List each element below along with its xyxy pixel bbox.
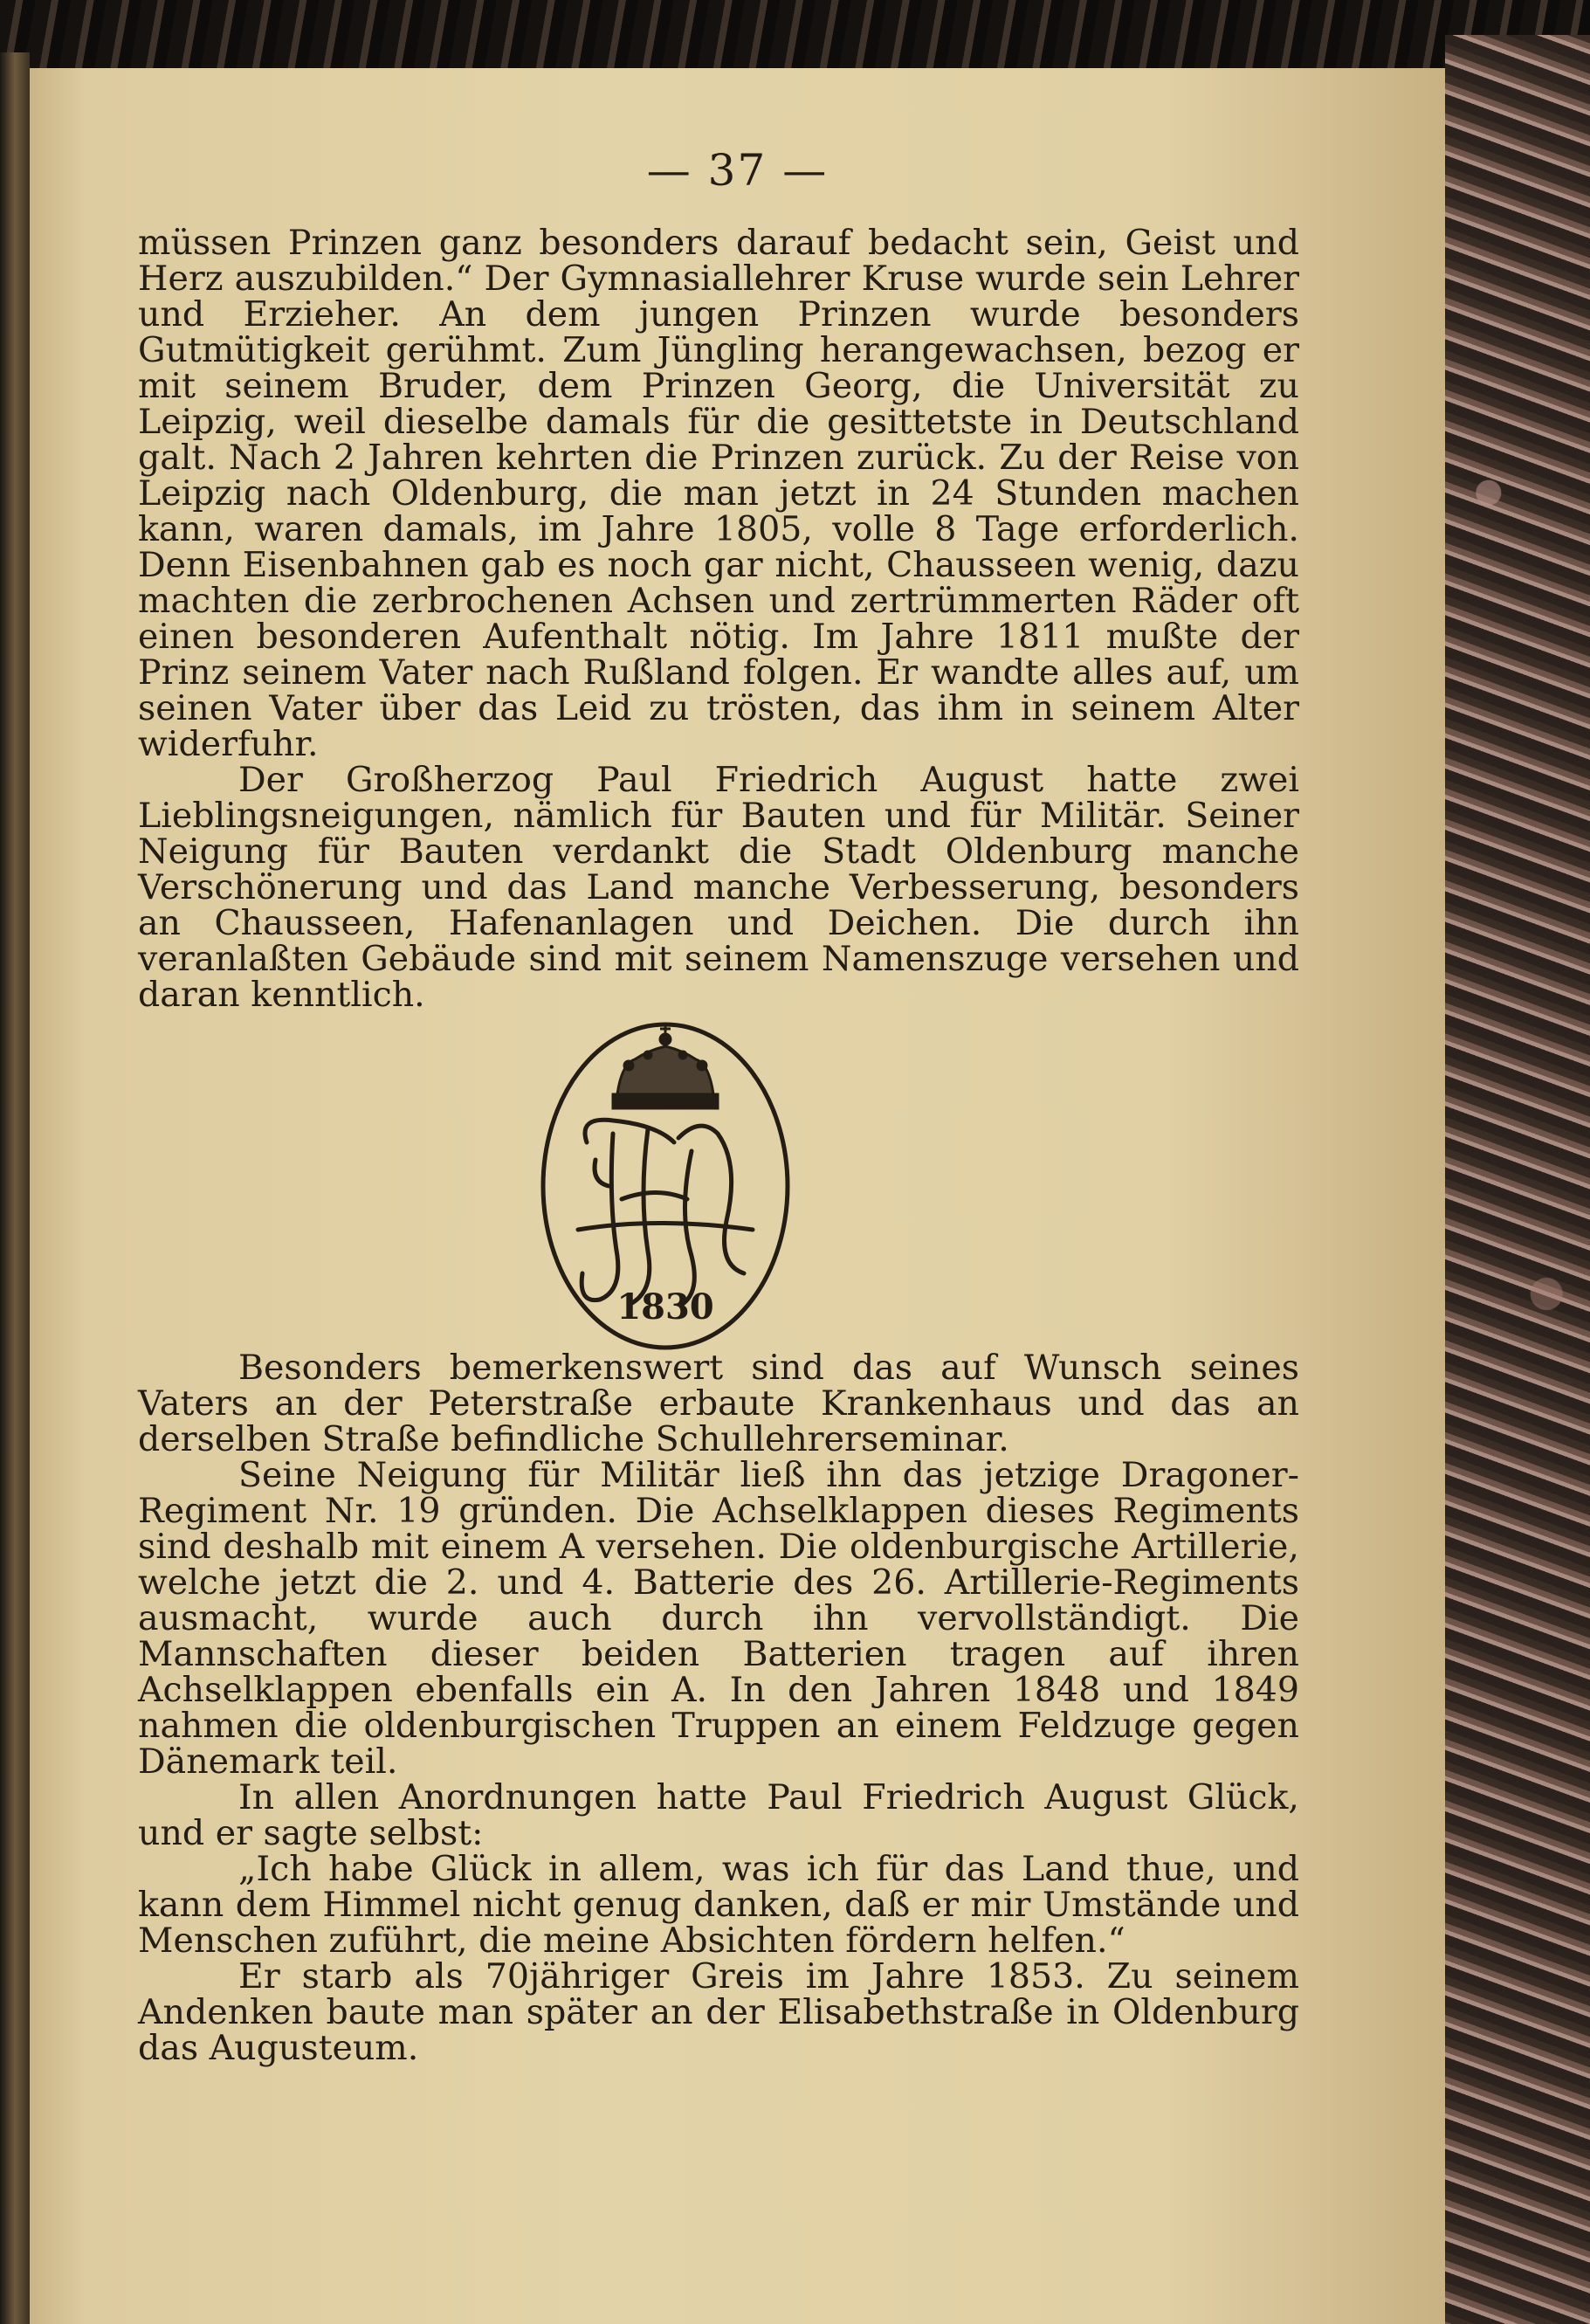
paragraph: Der Großherzog Paul Friedrich August hatte zwei Lieblingsneigungen, nämlich für Bauten und für Militär. Seiner Neigung für Bauten verdankt die Stadt Oldenburg manche Verschönerung und das Land manche Verbesserung, besonders an Chausseen, Hafenanlagen und Deichen. Die durch ihn veranlaßten Gebäude sind mit seinem Namenszuge versehen und daran kenntlich. bbox=[138, 760, 1299, 1015]
page-number: — 37 — bbox=[646, 145, 829, 196]
emblem-year: 1830 bbox=[616, 1286, 714, 1328]
book-binding bbox=[1445, 35, 1590, 2324]
monogram-emblem bbox=[526, 1011, 805, 1361]
text-block-top bbox=[138, 225, 1299, 1013]
paragraph: In allen Anordnungen hatte Paul Friedrich August Glück, und er sagte selbst: bbox=[138, 1777, 1299, 1853]
paragraph: Besonders bemerkenswert sind das auf Wunsch seines Vaters an der Peterstraße erbaute Krankenhaus und das an derselben Straße befindliche Schullehrerseminar. bbox=[138, 1348, 1299, 1459]
monogram-icon bbox=[578, 1120, 753, 1304]
book-cover-edge bbox=[0, 0, 1590, 68]
quote-paragraph: „Ich habe Glück in allem, was ich für das Land thue, und kann dem Himmel nicht genug danken, daß er mir Umstände und Menschen zuführt, die meine Absichten fördern helfen.“ bbox=[138, 1849, 1299, 1961]
book-page bbox=[30, 68, 1445, 2324]
paragraph: müssen Prinzen ganz besonders darauf bedacht sein, Geist und Herz auszubilden.“ Der Gymnasiallehrer Kruse wurde sein Lehrer und Erzieher. An dem jungen Prinzen wurde besonders Gutmütigkeit gerühmt. Zum Jüngling herangewachsen, bezog er mit seinem Bruder, dem Prinzen Georg, die Universität zu Leipzig, weil dieselbe damals für die gesittetste in Deutschland galt. Nach 2 Jahren kehrten die Prinzen zurück. Zu der Reise von Leipzig nach Oldenburg, die man jetzt in 24 Stunden machen kann, waren damals, im Jahre 1805, volle 8 Tage erforderlich. Denn Eisenbahnen gab es noch gar nicht, Chausseen wenig, dazu machten die zerbrochenen Achsen und zertrümmerten Räder oft einen besonderen Aufenthalt nötig. Im Jahre 1811 mußte der Prinz seinem Vater nach Rußland folgen. Er wandte alles auf, um seinen Vater über das Leid zu trösten, das ihm in seinem Alter widerfuhr. bbox=[138, 223, 1299, 764]
paragraph: Seine Neigung für Militär ließ ihn das jetzige Dragoner-Regiment Nr. 19 gründen. Die Achselklappen dieses Regiments sind deshalb mit einem A versehen. Die oldenburgische Artillerie, welche jetzt die 2. und 4. Batterie des 26. Artillerie-Regiments ausmacht, wurde auch durch ihn vervollständigt. Die Mannschaften dieser beiden Batterien tragen auf ihren Achselklappen ebenfalls ein A. In den Jahren 1848 und 1849 nahmen die oldenburgischen Truppen an einem Feldzuge gegen Dänemark teil. bbox=[138, 1455, 1299, 1782]
text-block-bottom bbox=[138, 1350, 1299, 2066]
crown-icon bbox=[613, 1024, 718, 1108]
paragraph: Er starb als 70jähriger Greis im Jahre 1853. Zu seinem Andenken baute man später an der Elisabethstraße in Oldenburg das Augusteum. bbox=[138, 1956, 1299, 2068]
previous-page-edge bbox=[0, 52, 30, 2324]
